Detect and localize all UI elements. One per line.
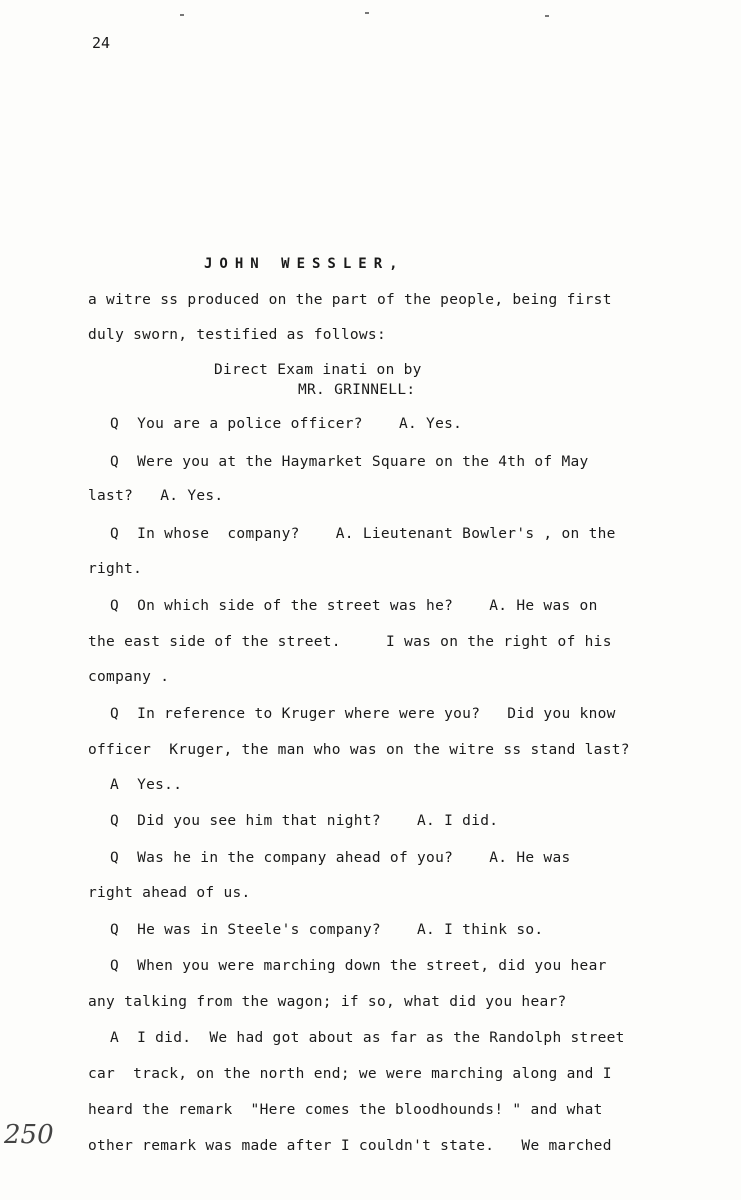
text-line: Q You are a police officer? A. Yes.	[110, 416, 463, 432]
text-line: Q On which side of the street was he? A. He was on	[110, 598, 598, 614]
exam-heading: Direct Exam inati on by	[214, 362, 422, 378]
text-line: a witre ss produced on the part of the people, being first	[88, 292, 612, 308]
text-line: Q Was he in the company ahead of you? A. He was	[110, 850, 571, 866]
examiner-name: MR. GRINNELL:	[298, 382, 416, 398]
text-line: other remark was made after I couldn't state. We marched	[88, 1138, 612, 1154]
text-line: any talking from the wagon; if so, what did you hear?	[88, 994, 567, 1010]
text-line: A Yes..	[110, 777, 183, 793]
page-number: 24	[92, 34, 111, 52]
text-line: Q When you were marching down the street, did you hear	[110, 958, 607, 974]
text-line: company .	[88, 669, 170, 685]
scan-speck	[180, 14, 184, 16]
text-line: Q Were you at the Haymarket Square on the 4th of May	[110, 454, 589, 470]
handwritten-margin-note: 250	[4, 1120, 54, 1150]
text-line: right.	[88, 561, 143, 577]
scan-speck	[365, 12, 369, 14]
text-line: officer Kruger, the man who was on the witre ss stand last?	[88, 742, 630, 758]
text-line: the east side of the street. I was on the right of his	[88, 634, 612, 650]
text-line: Q Did you see him that night? A. I did.	[110, 813, 499, 829]
witness-name: JOHN WESSLER,	[204, 256, 405, 272]
text-line: Q In whose company? A. Lieutenant Bowler's , on the	[110, 526, 616, 542]
scan-speck	[545, 15, 549, 17]
text-line: right ahead of us.	[88, 885, 251, 901]
text-line: Q In reference to Kruger where were you? Did you know	[110, 706, 616, 722]
text-line: A I did. We had got about as far as the Randolph street	[110, 1030, 625, 1046]
text-line: car track, on the north end; we were marching along and I	[88, 1066, 612, 1082]
text-line: last? A. Yes.	[88, 488, 224, 504]
text-line: duly sworn, testified as follows:	[88, 327, 386, 343]
text-line: Q He was in Steele's company? A. I think so.	[110, 922, 544, 938]
text-line: heard the remark "Here comes the bloodhounds! " and what	[88, 1102, 603, 1118]
